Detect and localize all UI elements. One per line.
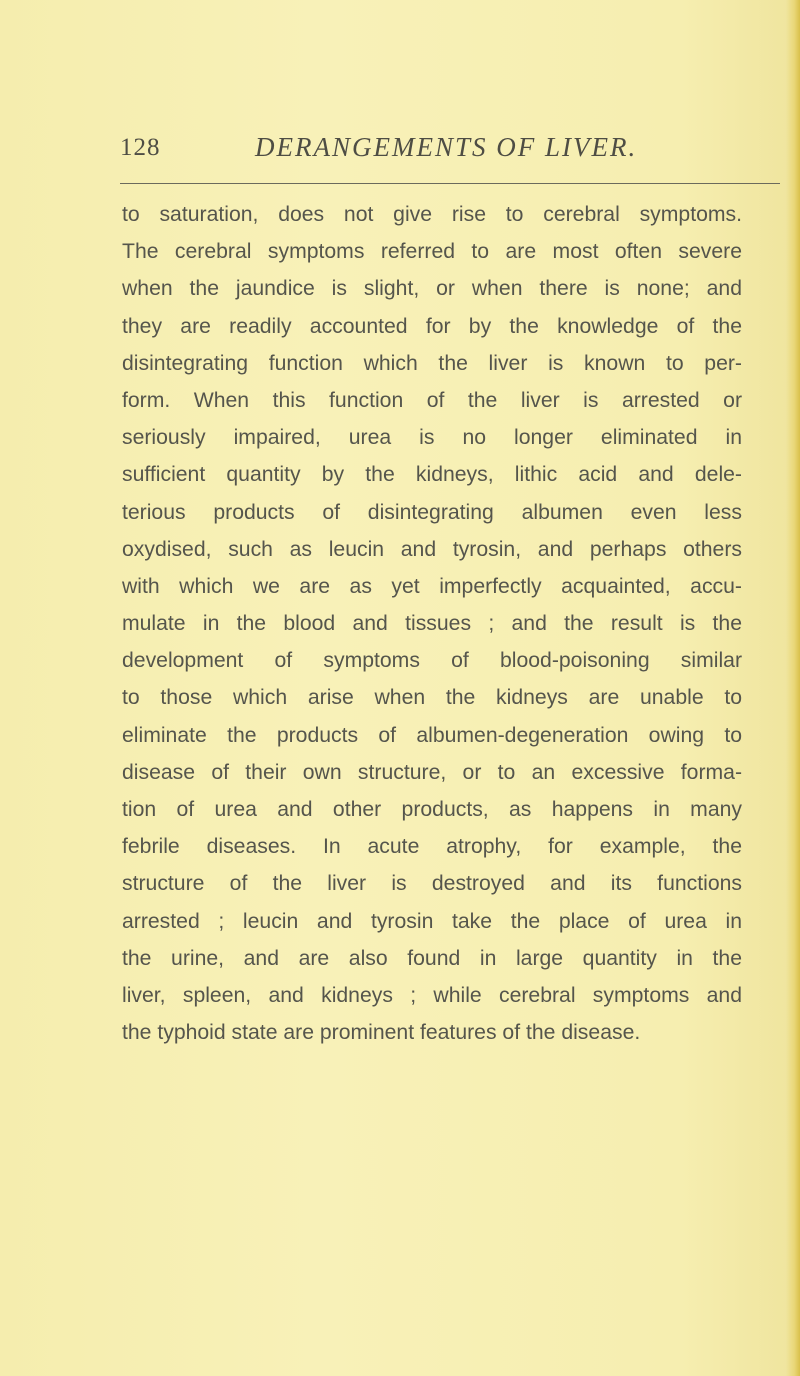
- text-line: terious products of disintegrating albumen even less: [122, 500, 742, 524]
- text-line: to saturation, does not give rise to cerebral symptoms.: [122, 203, 742, 226]
- body-paragraph: [122, 196, 742, 1051]
- text-line: the typhoid state are prominent features of the disease.: [122, 1021, 641, 1045]
- text-line: with which we are as yet imperfectly acquainted, accu-: [122, 574, 742, 598]
- text-line: they are readily accounted for by the knowledge of the: [122, 314, 742, 338]
- text-line: structure of the liver is destroyed and its functions: [122, 872, 742, 896]
- text-line: form. When this function of the liver is arrested or: [122, 388, 742, 412]
- text-line: disintegrating function which the liver is known to per-: [122, 351, 742, 375]
- text-line: oxydised, such as leucin and tyrosin, and perhaps others: [122, 537, 742, 561]
- page-number: 128: [120, 134, 161, 161]
- text-line: The cerebral symptoms referred to are most often severe: [122, 240, 742, 264]
- text-line: to those which arise when the kidneys are unable to: [122, 686, 742, 710]
- text-line: mulate in the blood and tissues ; and the result is the: [122, 612, 742, 636]
- running-head: DERANGEMENTS OF LIVER.: [255, 132, 638, 162]
- text-line: sufficient quantity by the kidneys, lithic acid and dele-: [122, 463, 742, 487]
- page-header: [120, 130, 680, 170]
- text-line: febrile diseases. In acute atrophy, for example, the: [122, 835, 742, 859]
- text-line: the urine, and are also found in large quantity in the: [122, 946, 742, 970]
- text-line: liver, spleen, and kidneys ; while cerebral symptoms and: [122, 983, 742, 1007]
- page-edge: [786, 0, 800, 1376]
- text-line: seriously impaired, urea is no longer eliminated in: [122, 426, 742, 450]
- text-line: when the jaundice is slight, or when there is none; and: [122, 277, 742, 301]
- text-line: disease of their own structure, or to an excessive forma-: [122, 760, 742, 784]
- text-line: eliminate the products of albumen-degeneration owing to: [122, 723, 742, 747]
- text-line: tion of urea and other products, as happens in many: [122, 798, 742, 821]
- text-line: development of symptoms of blood-poisoning similar: [122, 649, 742, 673]
- header-rule: [120, 183, 780, 184]
- text-line: arrested ; leucin and tyrosin take the place of urea in: [122, 909, 742, 933]
